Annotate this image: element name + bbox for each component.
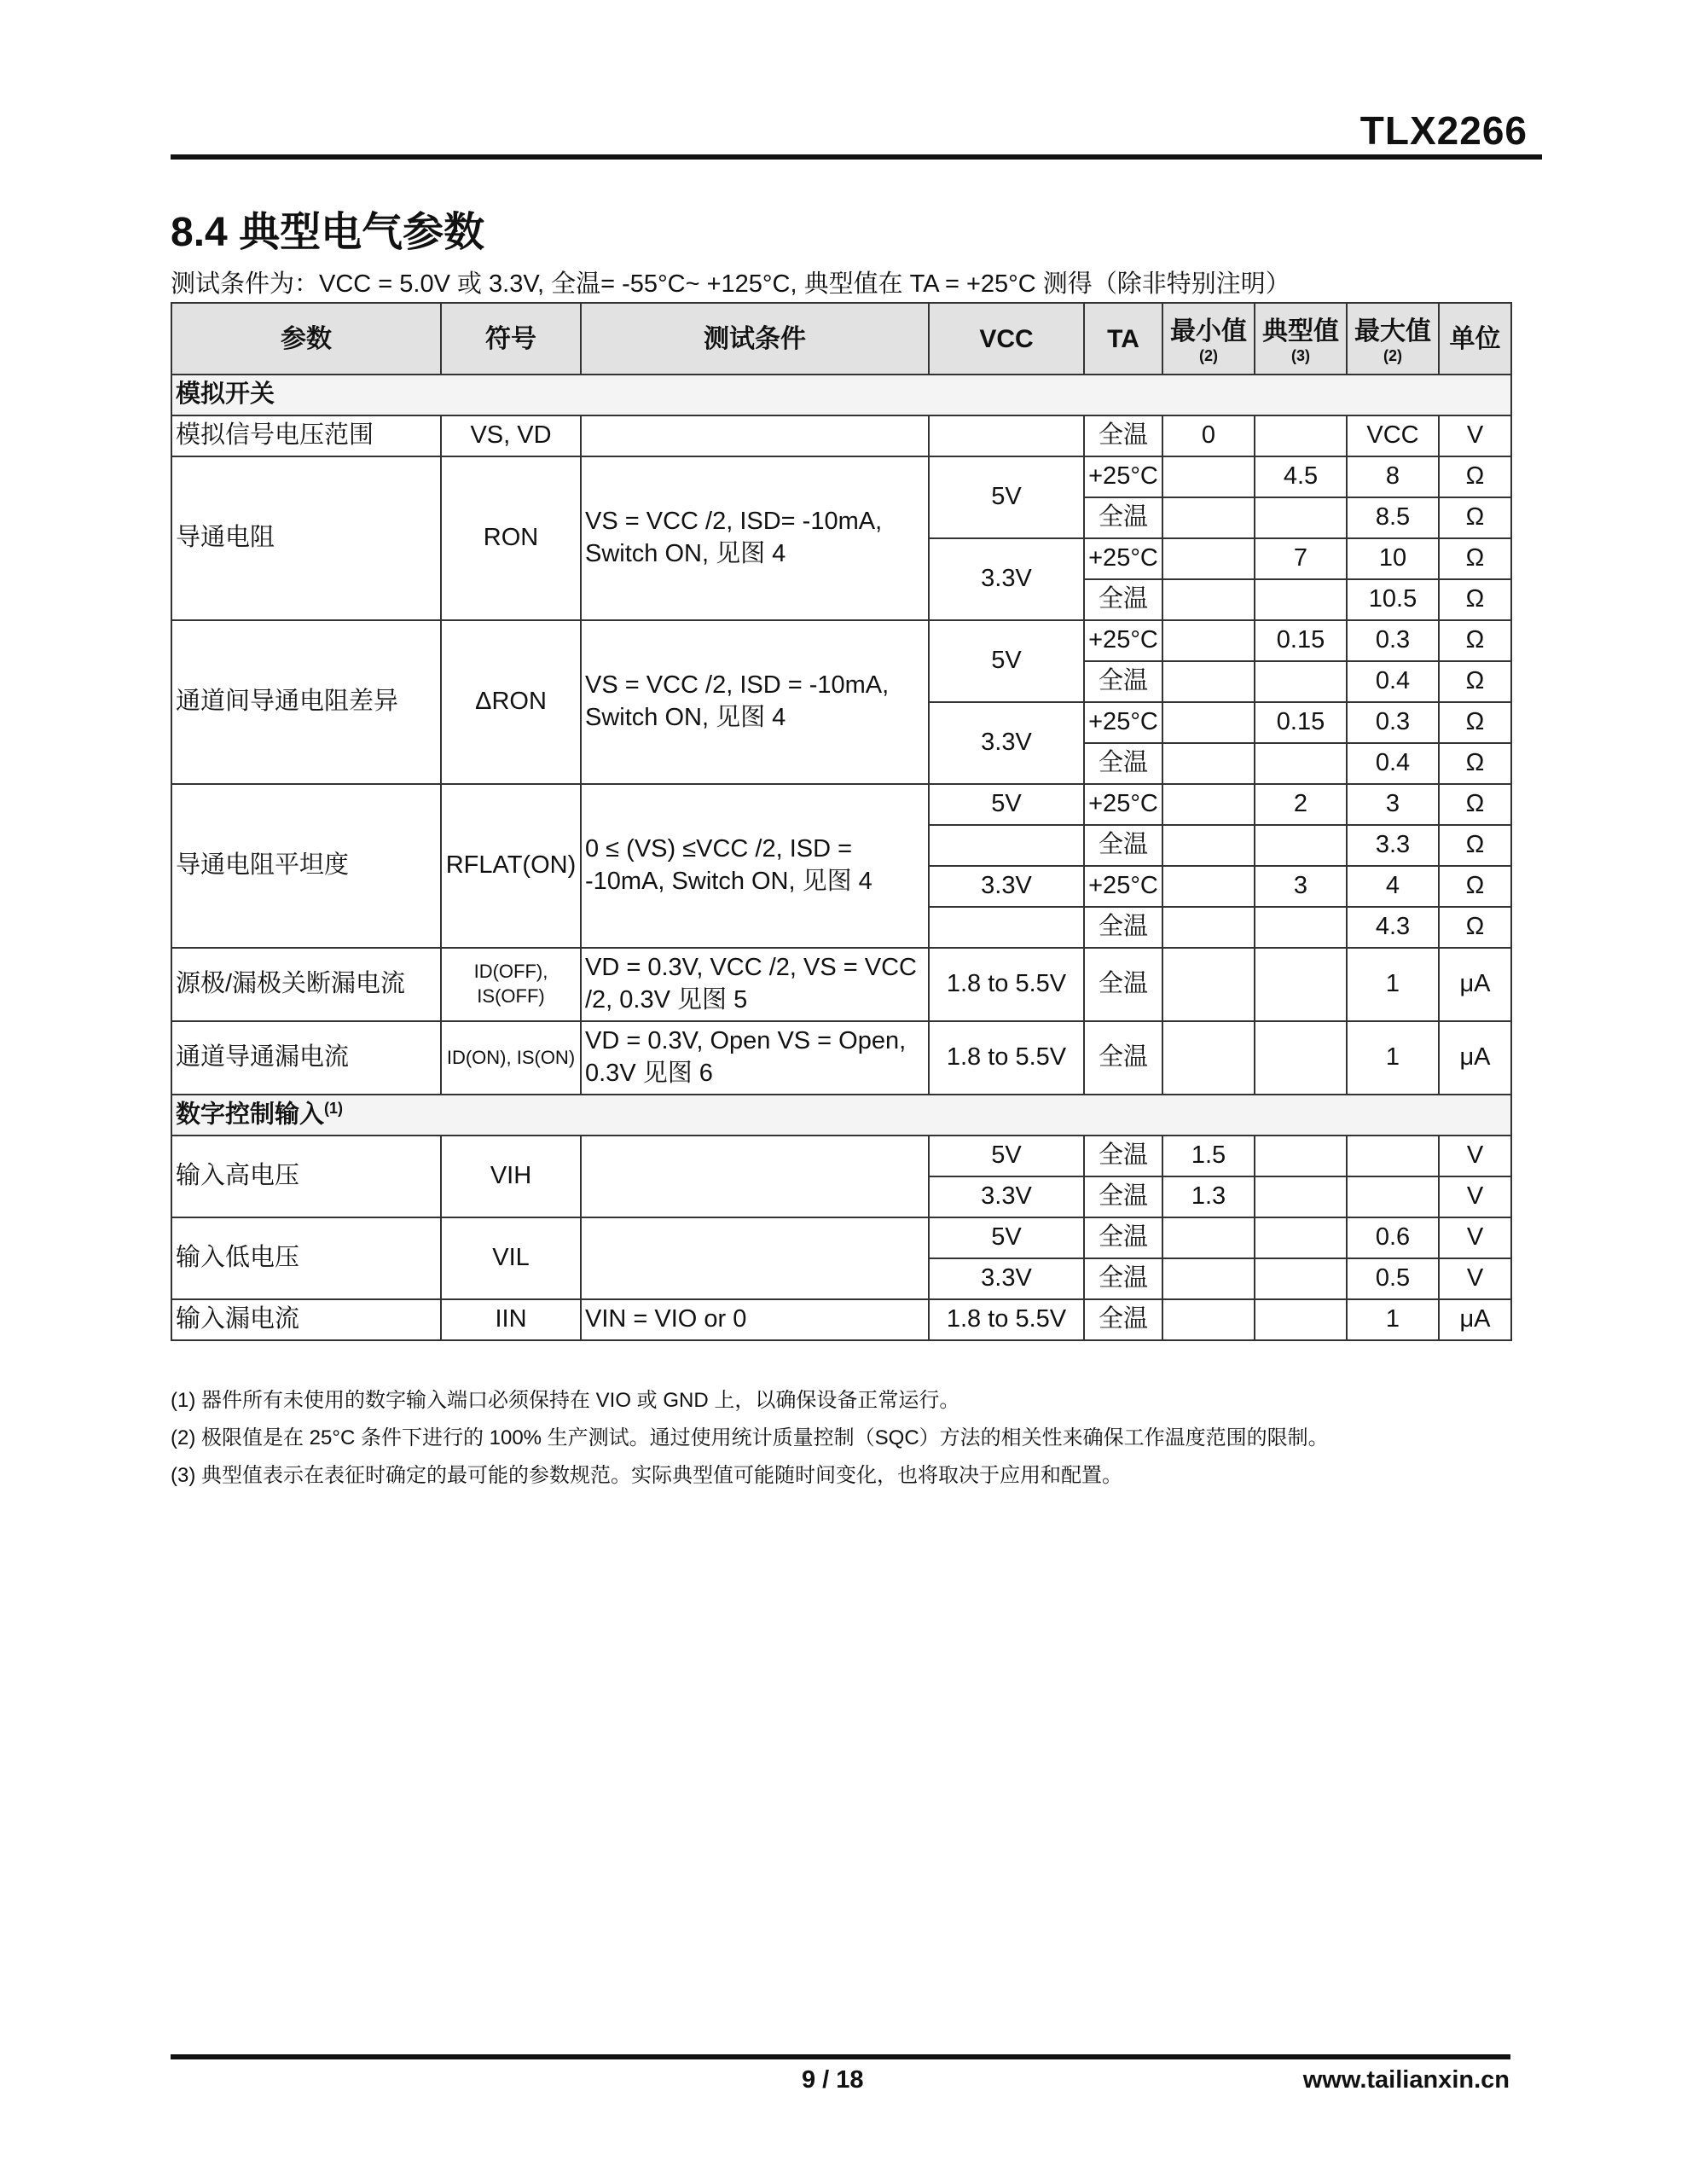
vcc-cell: 1.8 to 5.5V xyxy=(929,948,1084,1021)
typ-cell: 2 xyxy=(1255,784,1347,825)
vcc-cell: 3.3V xyxy=(929,538,1084,620)
max-cell: 10 xyxy=(1347,538,1439,579)
unit-cell: Ω xyxy=(1439,538,1511,579)
min-cell xyxy=(1162,907,1255,948)
max-cell: 8.5 xyxy=(1347,497,1439,538)
table-row xyxy=(171,1021,1511,1095)
min-cell xyxy=(1162,661,1255,702)
section-label-note: (1) xyxy=(324,1099,344,1117)
header-max-note: (2) xyxy=(1383,346,1402,364)
max-cell: 4 xyxy=(1347,866,1439,907)
vcc-cell: 3.3V xyxy=(929,702,1084,784)
vcc-cell: 3.3V xyxy=(929,1176,1084,1217)
max-cell: 3.3 xyxy=(1347,825,1439,866)
ta-cell: 全温 xyxy=(1084,1299,1162,1340)
ta-cell: 全温 xyxy=(1084,825,1162,866)
footnote: (3) 典型值表示在表征时确定的最可能的参数规范。实际典型值可能随时间变化，也将取决于应用和配置。 xyxy=(171,1464,1122,1487)
typ-cell xyxy=(1255,1136,1347,1176)
vcc-cell: 3.3V xyxy=(929,866,1084,907)
table-row xyxy=(171,784,1511,825)
typ-cell xyxy=(1255,1021,1347,1095)
symbol-cell: ΔRON xyxy=(441,620,581,784)
footnote: (2) 极限值是在 25°C 条件下进行的 100% 生产测试。通过使用统计质量控制（SQC）方法的相关性来确保工作温度范围的限制。 xyxy=(171,1426,1329,1449)
max-cell xyxy=(1347,1176,1439,1217)
ta-cell: 全温 xyxy=(1084,579,1162,620)
header-unit: 单位 xyxy=(1439,303,1511,375)
max-cell: 8 xyxy=(1347,456,1439,497)
section-row-analog xyxy=(171,375,1511,415)
ta-cell: +25°C xyxy=(1084,620,1162,661)
ta-cell: 全温 xyxy=(1084,1136,1162,1176)
table-row xyxy=(171,1136,1511,1176)
unit-cell: μA xyxy=(1439,1299,1511,1340)
min-cell xyxy=(1162,1217,1255,1258)
unit-cell: V xyxy=(1439,1258,1511,1299)
unit-cell: Ω xyxy=(1439,579,1511,620)
unit-cell: Ω xyxy=(1439,620,1511,661)
header-symbol: 符号 xyxy=(441,303,581,375)
max-cell: 3 xyxy=(1347,784,1439,825)
typ-cell xyxy=(1255,415,1347,456)
vcc-cell: 5V xyxy=(929,456,1084,538)
ta-cell: 全温 xyxy=(1084,415,1162,456)
header-conditions: 测试条件 xyxy=(581,303,929,375)
min-cell xyxy=(1162,579,1255,620)
electrical-spec-table xyxy=(171,302,1512,1341)
max-cell: 10.5 xyxy=(1347,579,1439,620)
website-link[interactable]: www.tailianxin.cn xyxy=(1302,2066,1510,2094)
symbol-cell: RFLAT(ON) xyxy=(441,784,581,948)
header-param: 参数 xyxy=(171,303,441,375)
typ-cell: 0.15 xyxy=(1255,620,1347,661)
min-cell xyxy=(1162,825,1255,866)
vcc-cell: 3.3V xyxy=(929,1258,1084,1299)
symbol-cell: VS, VD xyxy=(441,415,581,456)
ta-cell: 全温 xyxy=(1084,948,1162,1021)
ta-cell: 全温 xyxy=(1084,907,1162,948)
min-cell xyxy=(1162,497,1255,538)
cond-cell: VS = VCC /2, ISD= -10mA, Switch ON, 见图 4 xyxy=(581,456,929,620)
typ-cell xyxy=(1255,1176,1347,1217)
min-cell xyxy=(1162,1299,1255,1340)
cond-cell: VD = 0.3V, VCC /2, VS = VCC /2, 0.3V 见图 5 xyxy=(581,948,929,1021)
typ-cell xyxy=(1255,907,1347,948)
footnotes xyxy=(171,1382,1329,1495)
footer-rule xyxy=(171,2054,1510,2059)
min-cell: 1.3 xyxy=(1162,1176,1255,1217)
unit-cell: V xyxy=(1439,1217,1511,1258)
max-cell: VCC xyxy=(1347,415,1439,456)
typ-cell xyxy=(1255,661,1347,702)
typ-cell: 7 xyxy=(1255,538,1347,579)
header-typ-note: (3) xyxy=(1291,346,1310,364)
typ-cell xyxy=(1255,1217,1347,1258)
max-cell: 0.5 xyxy=(1347,1258,1439,1299)
max-cell: 1 xyxy=(1347,1299,1439,1340)
min-cell xyxy=(1162,866,1255,907)
page-number: 9 / 18 xyxy=(802,2066,864,2094)
section-row-digital xyxy=(171,1095,1511,1136)
param-cell: 通道间导通电阻差异 xyxy=(171,620,441,784)
typ-cell xyxy=(1255,948,1347,1021)
unit-cell: Ω xyxy=(1439,702,1511,743)
header-min-note: (2) xyxy=(1199,346,1218,364)
max-cell xyxy=(1347,1136,1439,1176)
header-typ xyxy=(1255,303,1347,375)
section-title: 8.4 典型电气参数 xyxy=(171,210,485,255)
ta-cell: 全温 xyxy=(1084,1258,1162,1299)
ta-cell: 全温 xyxy=(1084,1021,1162,1095)
typ-cell xyxy=(1255,825,1347,866)
vcc-cell: 5V xyxy=(929,1217,1084,1258)
ta-cell: +25°C xyxy=(1084,456,1162,497)
section-label: 模拟开关 xyxy=(171,375,1511,415)
cond-cell xyxy=(581,1217,929,1299)
unit-cell: V xyxy=(1439,415,1511,456)
vcc-cell: 5V xyxy=(929,620,1084,702)
min-cell: 0 xyxy=(1162,415,1255,456)
section-label xyxy=(171,1095,1511,1136)
test-conditions: 测试条件为：VCC = 5.0V 或 3.3V, 全温= -55°C~ +125°C, 典型值在 TA = +25°C 测得（除非特别注明） xyxy=(171,270,1290,298)
param-cell: 模拟信号电压范围 xyxy=(171,415,441,456)
param-cell: 导通电阻平坦度 xyxy=(171,784,441,948)
typ-cell xyxy=(1255,497,1347,538)
unit-cell: μA xyxy=(1439,1021,1511,1095)
unit-cell: Ω xyxy=(1439,866,1511,907)
max-cell: 0.3 xyxy=(1347,620,1439,661)
table-row xyxy=(171,456,1511,497)
table-row xyxy=(171,620,1511,661)
typ-cell: 3 xyxy=(1255,866,1347,907)
unit-cell: Ω xyxy=(1439,661,1511,702)
unit-cell: V xyxy=(1439,1176,1511,1217)
vcc-cell xyxy=(929,415,1084,456)
max-cell: 0.3 xyxy=(1347,702,1439,743)
param-cell: 源极/漏极关断漏电流 xyxy=(171,948,441,1021)
typ-cell xyxy=(1255,1258,1347,1299)
ta-cell: 全温 xyxy=(1084,1217,1162,1258)
unit-cell: V xyxy=(1439,1136,1511,1176)
cond-cell xyxy=(581,415,929,456)
unit-cell: Ω xyxy=(1439,825,1511,866)
table-header-row xyxy=(171,303,1511,375)
max-cell: 1 xyxy=(1347,948,1439,1021)
cond-cell: VD = 0.3V, Open VS = Open, 0.3V 见图 6 xyxy=(581,1021,929,1095)
param-cell: 输入高电压 xyxy=(171,1136,441,1217)
vcc-cell: 1.8 to 5.5V xyxy=(929,1021,1084,1095)
header-min-label: 最小值 xyxy=(1170,317,1247,346)
vcc-cell: 5V xyxy=(929,784,1084,825)
ta-cell: +25°C xyxy=(1084,784,1162,825)
min-cell: 1.5 xyxy=(1162,1136,1255,1176)
min-cell xyxy=(1162,1021,1255,1095)
min-cell xyxy=(1162,456,1255,497)
ta-cell: 全温 xyxy=(1084,661,1162,702)
unit-cell: μA xyxy=(1439,948,1511,1021)
cond-cell: 0 ≤ (VS) ≤VCC /2, ISD = -10mA, Switch ON, 见图 4 xyxy=(581,784,929,948)
unit-cell: Ω xyxy=(1439,907,1511,948)
symbol-cell: RON xyxy=(441,456,581,620)
header-rule xyxy=(171,154,1542,160)
ta-cell: 全温 xyxy=(1084,1176,1162,1217)
max-cell: 1 xyxy=(1347,1021,1439,1095)
symbol-cell: ID(OFF), IS(OFF) xyxy=(441,948,581,1021)
symbol-cell: ID(ON), IS(ON) xyxy=(441,1021,581,1095)
section-label-text: 数字控制输入 xyxy=(176,1101,325,1129)
min-cell xyxy=(1162,1258,1255,1299)
symbol-cell: VIL xyxy=(441,1217,581,1299)
header-max-label: 最大值 xyxy=(1354,317,1431,346)
cond-cell xyxy=(581,1136,929,1217)
unit-cell: Ω xyxy=(1439,784,1511,825)
param-cell: 输入漏电流 xyxy=(171,1299,441,1340)
max-cell: 4.3 xyxy=(1347,907,1439,948)
header-ta: TA xyxy=(1084,303,1162,375)
min-cell xyxy=(1162,702,1255,743)
typ-cell: 4.5 xyxy=(1255,456,1347,497)
header-typ-label: 典型值 xyxy=(1262,317,1339,346)
cond-cell: VS = VCC /2, ISD = -10mA, Switch ON, 见图 4 xyxy=(581,620,929,784)
ta-cell: +25°C xyxy=(1084,702,1162,743)
min-cell xyxy=(1162,538,1255,579)
unit-cell: Ω xyxy=(1439,497,1511,538)
table-row xyxy=(171,1299,1511,1340)
typ-cell xyxy=(1255,1299,1347,1340)
doc-id: TLX2266 xyxy=(1359,108,1528,153)
param-cell: 通道导通漏电流 xyxy=(171,1021,441,1095)
table-row xyxy=(171,1217,1511,1258)
header-max xyxy=(1347,303,1439,375)
max-cell: 0.6 xyxy=(1347,1217,1439,1258)
min-cell xyxy=(1162,948,1255,1021)
vcc-cell xyxy=(929,825,1084,866)
max-cell: 0.4 xyxy=(1347,661,1439,702)
typ-cell xyxy=(1255,579,1347,620)
param-cell: 导通电阻 xyxy=(171,456,441,620)
max-cell: 0.4 xyxy=(1347,743,1439,784)
ta-cell: 全温 xyxy=(1084,497,1162,538)
table-row xyxy=(171,415,1511,456)
symbol-cell: IIN xyxy=(441,1299,581,1340)
ta-cell: 全温 xyxy=(1084,743,1162,784)
vcc-cell xyxy=(929,907,1084,948)
vcc-cell: 1.8 to 5.5V xyxy=(929,1299,1084,1340)
vcc-cell: 5V xyxy=(929,1136,1084,1176)
min-cell xyxy=(1162,620,1255,661)
ta-cell: +25°C xyxy=(1084,866,1162,907)
unit-cell: Ω xyxy=(1439,456,1511,497)
ta-cell: +25°C xyxy=(1084,538,1162,579)
typ-cell: 0.15 xyxy=(1255,702,1347,743)
min-cell xyxy=(1162,784,1255,825)
table-row xyxy=(171,948,1511,1021)
min-cell xyxy=(1162,743,1255,784)
typ-cell xyxy=(1255,743,1347,784)
header-vcc: VCC xyxy=(929,303,1084,375)
footnote: (1) 器件所有未使用的数字输入端口必须保持在 VIO 或 GND 上，以确保设备正常运行。 xyxy=(171,1389,960,1412)
symbol-cell: VIH xyxy=(441,1136,581,1217)
cond-cell: VIN = VIO or 0 xyxy=(581,1299,929,1340)
header-min xyxy=(1162,303,1255,375)
unit-cell: Ω xyxy=(1439,743,1511,784)
param-cell: 输入低电压 xyxy=(171,1217,441,1299)
